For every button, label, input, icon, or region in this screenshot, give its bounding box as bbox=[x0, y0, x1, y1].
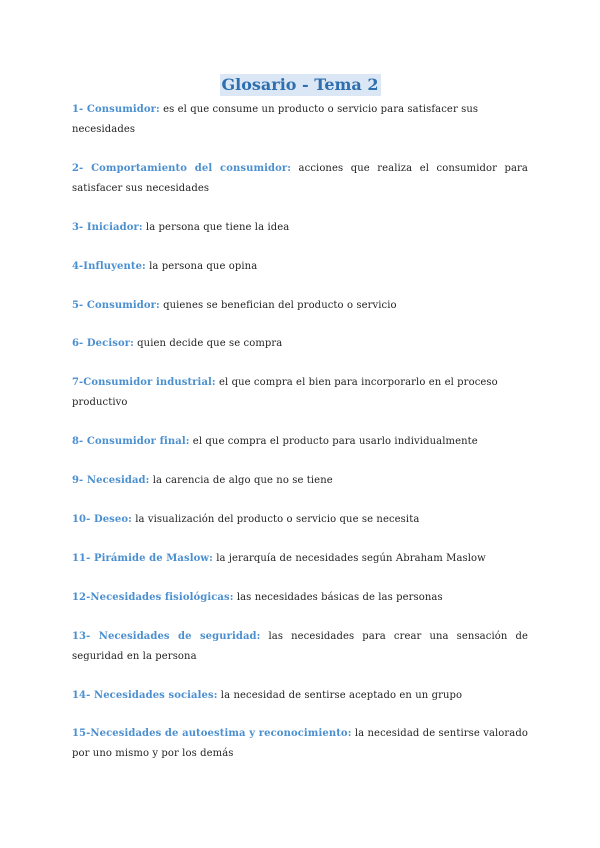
glossary-term: 4-Influyente: bbox=[72, 260, 146, 272]
glossary-term: 1- Consumidor: bbox=[72, 104, 160, 115]
glossary-entry-12 bbox=[72, 588, 528, 608]
glossary-term: 5- Consumidor: bbox=[72, 299, 160, 311]
glossary-definition: acciones que realiza el consumidor para satisfacer sus necesidades bbox=[72, 162, 528, 194]
glossary-definition: las necesidades para crear una sensación de seguridad en la persona bbox=[72, 630, 528, 662]
glossary-term: 14- Necesidades sociales: bbox=[72, 689, 218, 701]
glossary-term: 7-Consumidor industrial: bbox=[72, 377, 216, 389]
glossary-entry-4 bbox=[72, 257, 528, 277]
glossary-term: 13- Necesidades de seguridad: bbox=[72, 630, 261, 642]
title-wrapper bbox=[0, 74, 600, 96]
glossary-term: 6- Decisor: bbox=[72, 338, 134, 350]
glossary-definition: la carencia de algo que no se tiene bbox=[149, 475, 333, 487]
glossary-term: 3- Iniciador: bbox=[72, 221, 143, 233]
glossary-entry-15 bbox=[72, 724, 528, 764]
glossary-definition: las necesidades básicas de las personas bbox=[233, 591, 443, 603]
glossary-definition: la persona que tiene la idea bbox=[142, 221, 290, 233]
glossary-term: 2- Comportamiento del consumidor: bbox=[72, 162, 292, 174]
glossary-entry-2 bbox=[72, 159, 528, 199]
glossary-entry-7 bbox=[72, 373, 528, 413]
glossary-entry-9 bbox=[72, 471, 528, 491]
glossary-definition: la persona que opina bbox=[145, 260, 258, 272]
glossary-entry-5 bbox=[72, 296, 528, 316]
glossary-term: 12-Necesidades fisiológicas: bbox=[72, 591, 234, 603]
glossary-entry-8 bbox=[72, 432, 528, 452]
glossary-term: 8- Consumidor final: bbox=[72, 436, 190, 448]
page-title: Glosario - Tema 2 bbox=[221, 75, 379, 94]
glossary-term: 15-Necesidades de autoestima y reconocimiento: bbox=[72, 728, 352, 740]
glossary-definition: la jerarquía de necesidades según Abraham Maslow bbox=[212, 552, 486, 564]
glossary-entry-1 bbox=[72, 100, 528, 140]
glossary-entry-3 bbox=[72, 218, 528, 238]
glossary-entry-6 bbox=[72, 334, 528, 354]
glossary-definition: quienes se benefician del producto o servicio bbox=[159, 299, 397, 311]
glossary-definition: es el que consume un producto o servicio para satisfacer sus necesidades bbox=[72, 104, 479, 135]
glossary-definition: la visualización del producto o servicio que se necesita bbox=[131, 514, 420, 526]
glossary-term: 9- Necesidad: bbox=[72, 475, 150, 487]
glossary-entry-14 bbox=[72, 686, 528, 706]
glossary-term: 11- Pirámide de Maslow: bbox=[72, 552, 213, 564]
glossary-entry-13 bbox=[72, 627, 528, 667]
glossary-definition: quien decide que se compra bbox=[133, 338, 283, 350]
glossary-definition: el que compra el bien para incorporarlo en el proceso productivo bbox=[72, 377, 498, 409]
glossary-list bbox=[72, 100, 528, 783]
glossary-entry-10 bbox=[72, 510, 528, 530]
glossary-term: 10- Deseo: bbox=[72, 514, 132, 526]
glossary-definition: el que compra el producto para usarlo individualmente bbox=[189, 436, 478, 448]
glossary-definition: la necesidad de sentirse aceptado en un grupo bbox=[217, 689, 463, 701]
glossary-entry-11 bbox=[72, 549, 528, 569]
glossary-definition: la necesidad de sentirse valorado por uno mismo y por los demás bbox=[72, 728, 528, 760]
